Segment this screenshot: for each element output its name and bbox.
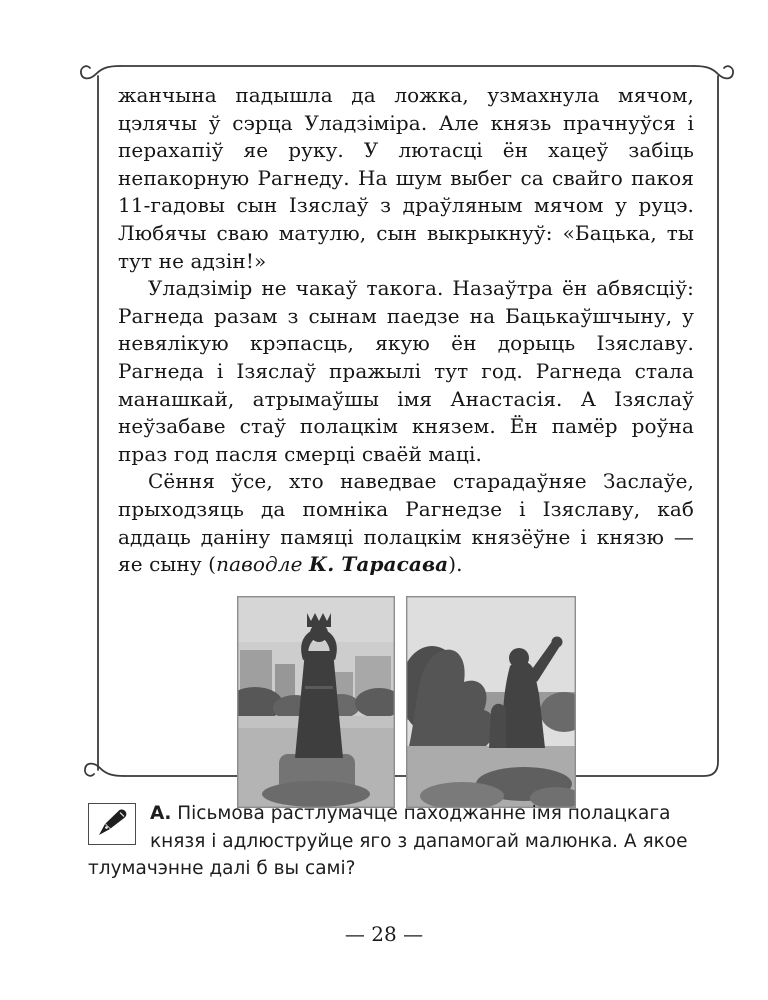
- monument-photos: [118, 596, 694, 808]
- scroll-text-box: [78, 50, 738, 792]
- story-paragraph-3-text: Сёння ўсе, хто наведвае старадаўняе Заслаўе, прыходзяць да помніка Рагнедзе і Ізяславу, каб аддаць даніну памяці полацкім князёўне і князю — яе сыну (: [118, 469, 694, 577]
- pen-icon: [88, 803, 136, 845]
- story-paragraph-1: жанчына падышла да ложка, узмахнула мячом, цэлячы ў сэрца Уладзіміра. Але князь прачнуўся і перахапіў яе руку. У лютасці ён хацеў забіць непакорную Рагнеду. На шум выбег са свайго пакоя 11-гадовы сын Ізяслаў з драўляным мячом у руцэ. Любячы сваю матулю, сын выкрыкнуў: «Бацька, ты тут не адзін!»: [118, 83, 694, 273]
- exercise-letter: А.: [150, 803, 172, 824]
- story-paragraph-3: [118, 468, 694, 578]
- monument-photo-front: [237, 596, 395, 808]
- exercise-text-block: [88, 800, 698, 883]
- story-paragraph-2: Уладзімір не чакаў такога. Назаўтра ён абвясціў: Рагнеда разам з сынам паедзе на Бацькаўшчыну, у невялікую крэпасць, якую ён дорыць Ізяславу. Рагнеда і Ізяслаў пражылі тут год. Рагнеда стала манашкай, атрымаўшы імя Анастасія. А Ізяслаў неўзабаве стаў полацкім князем. Ён памёр роўна праз год пасля смерці сваёй маці.: [118, 276, 694, 466]
- source-author: К. Тарасава: [309, 552, 449, 577]
- exercise-task-text: Пісьмова растлумачце паходжанне імя полацкага князя і адлюструйце яго з дапамогай малюнка. А якое тлумачэнне далі б вы самі?: [88, 803, 688, 879]
- exercise-block: [88, 800, 698, 883]
- page-number: — 28 —: [344, 922, 424, 946]
- story-text: [78, 50, 738, 792]
- story-paragraph-3-closing: ).: [448, 552, 463, 577]
- monument-photo-back: [406, 596, 576, 808]
- source-attribution-label: паводле: [216, 552, 303, 577]
